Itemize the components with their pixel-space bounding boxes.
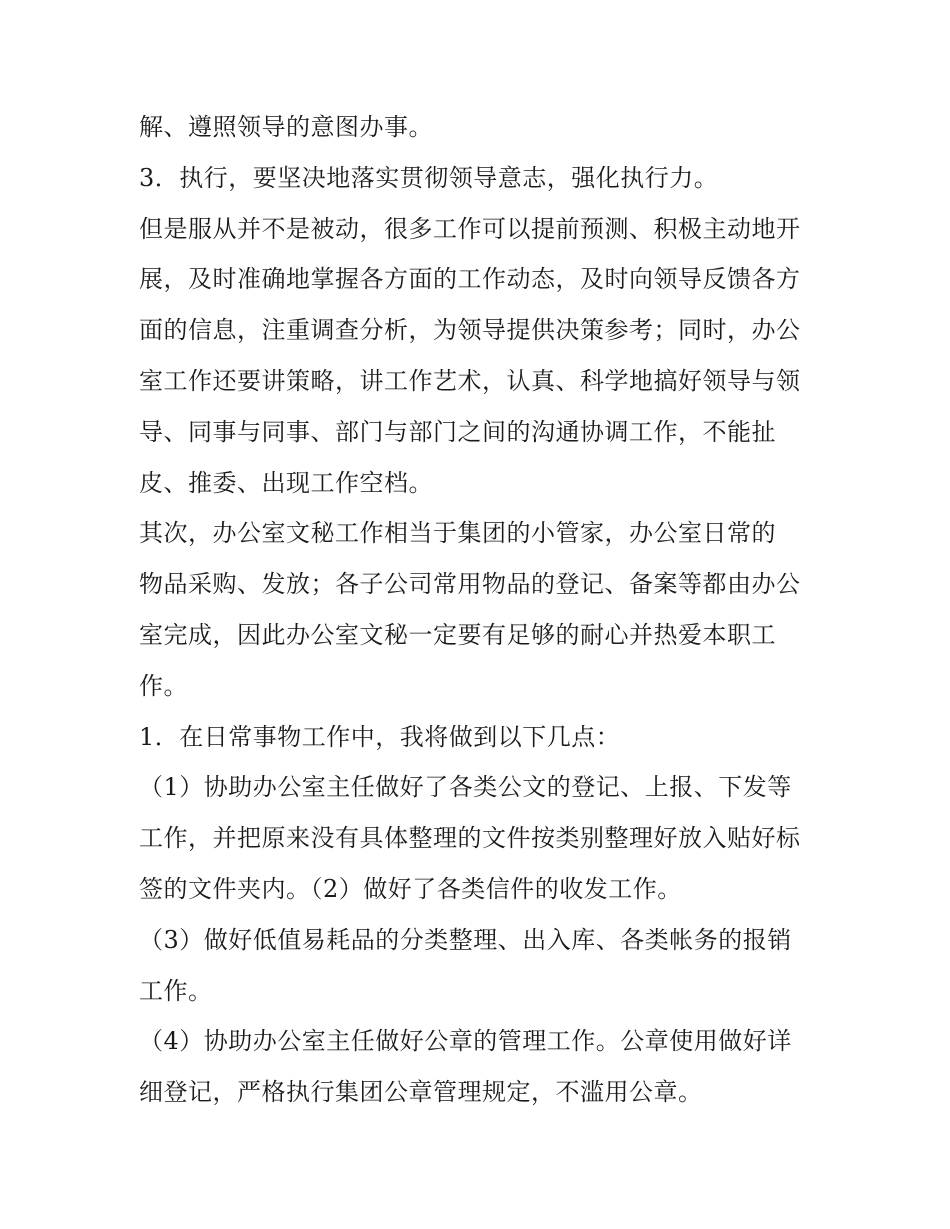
text-line: 室完成，因此办公室文秘一定要有足够的耐心并热爱本职工	[139, 620, 776, 649]
text-line: 细登记，严格执行集团公章管理规定，不滥用公章。	[139, 1078, 703, 1107]
text-line: 工作，并把原来没有具体整理的文件按类别整理好放入贴好标	[139, 824, 801, 853]
text-line: 作。	[139, 671, 188, 700]
text-line: 物品采购、发放；各子公司常用物品的登记、备案等都由办公	[139, 570, 801, 599]
text-line: （3）做好低值易耗品的分类整理、出入库、各类帐务的报销	[139, 925, 792, 954]
text-line: 解、遵照领导的意图办事。	[139, 113, 433, 141]
document-body	[139, 102, 819, 1118]
text-line: 皮、推委、出现工作空档。	[139, 468, 433, 497]
text-line: 面的信息，注重调查分析，为领导提供决策参考；同时，办公	[139, 316, 801, 345]
text-line: 展，及时准确地掌握各方面的工作动态，及时向领导反馈各方	[139, 265, 801, 294]
text-line: 签的文件夹内。（2）做好了各类信件的收发工作。	[139, 874, 682, 903]
text-line: 其次，办公室文秘工作相当于集团的小管家，办公室日常的	[139, 519, 776, 548]
text-line: 但是服从并不是被动，很多工作可以提前预测、积极主动地开	[139, 214, 801, 243]
text-line: 工作。	[139, 976, 213, 1005]
text-line: 3．执行，要坚决地落实贯彻领导意志，强化执行力。	[139, 163, 719, 192]
text-line: 室工作还要讲策略，讲工作艺术，认真、科学地搞好领导与领	[139, 366, 801, 395]
text-line: 1．在日常事物工作中，我将做到以下几点：	[139, 722, 621, 751]
text-line: （1）协助办公室主任做好了各类公文的登记、上报、下发等	[139, 773, 792, 802]
text-line: （4）协助办公室主任做好公章的管理工作。公章使用做好详	[139, 1027, 792, 1056]
text-line: 导、同事与同事、部门与部门之间的沟通协调工作，不能扯	[139, 417, 776, 446]
